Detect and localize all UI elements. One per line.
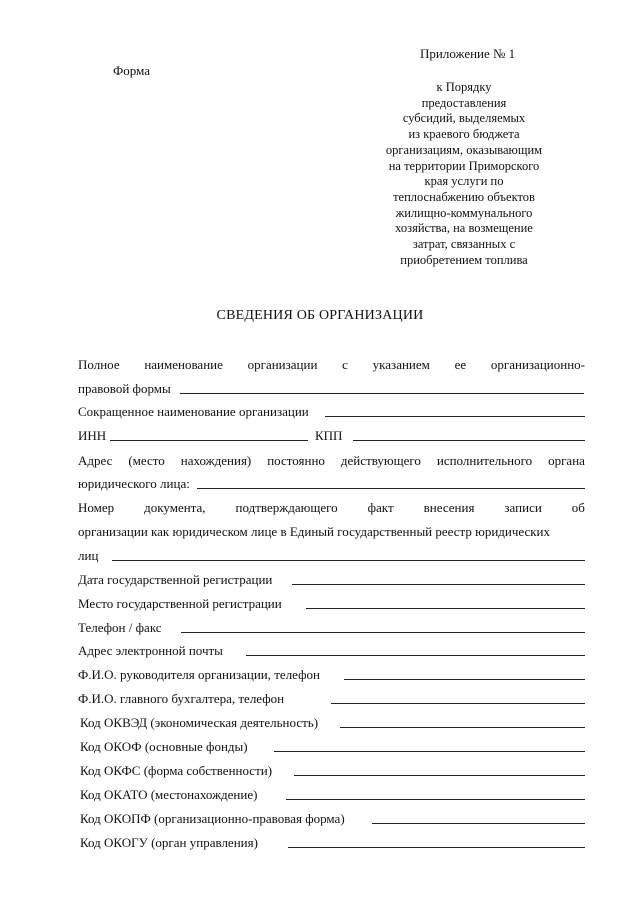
label-word: постоянно: [267, 453, 325, 468]
appendix-line: жилищно-коммунального: [395, 205, 533, 220]
label-word: Полное: [78, 357, 120, 372]
label-word: документа,: [144, 500, 206, 515]
doc-label-line2: организации как юридическом лице в Единый государственный реестр юридических: [78, 524, 551, 539]
full-name-input-line[interactable]: [180, 393, 584, 394]
appendix-title: Приложение № 1: [420, 46, 516, 61]
label-word: исполнительного: [436, 453, 533, 468]
appendix-line: затрат, связанных с: [412, 237, 516, 252]
label-word: органа: [548, 453, 585, 468]
label-word: об: [571, 500, 585, 515]
accountant-input-line[interactable]: [331, 703, 585, 704]
okato-label: Код ОКАТО (местонахождение): [80, 787, 258, 802]
form-label: Форма: [113, 63, 150, 78]
phone-fax-input-line[interactable]: [181, 632, 585, 633]
appendix-line: края услуги по: [424, 174, 504, 189]
label-word: наименование: [144, 357, 223, 372]
accountant-label: Ф.И.О. главного бухгалтера, телефон: [78, 691, 285, 706]
label-word: нахождения): [180, 453, 252, 468]
appendix-description: [350, 80, 578, 268]
okof-input-line[interactable]: [274, 751, 585, 752]
appendix-line: предоставления: [421, 95, 507, 110]
okfs-label: Код ОКФС (форма собственности): [80, 763, 273, 778]
appendix-line: из краевого бюджета: [408, 127, 520, 142]
label-word: с: [342, 357, 348, 372]
label-word: записи: [504, 500, 542, 515]
head-name-input-line[interactable]: [344, 679, 585, 680]
label-word: подтверждающего: [235, 500, 338, 515]
reg-date-input-line[interactable]: [292, 584, 585, 585]
okved-label: Код ОКВЭД (экономическая деятельность): [80, 715, 319, 730]
doc-label-line3: лиц: [78, 548, 99, 563]
okof-label: Код ОКОФ (основные фонды): [80, 739, 248, 754]
full-name-label-line1: [78, 357, 585, 373]
okato-input-line[interactable]: [286, 799, 585, 800]
okogu-label: Код ОКОГУ (орган управления): [80, 835, 258, 850]
inn-label: ИНН: [78, 428, 107, 443]
label-word: действующего: [340, 453, 421, 468]
appendix-line: к Порядку: [436, 80, 492, 94]
label-word: факт: [367, 500, 394, 515]
label-word: (место: [128, 453, 165, 468]
appendix-line: организациям, оказывающим: [385, 142, 543, 157]
head-name-label: Ф.И.О. руководителя организации, телефон: [78, 667, 320, 682]
short-name-label: Сокращенное наименование организации: [78, 404, 309, 419]
reg-place-input-line[interactable]: [306, 608, 585, 609]
inn-input-line[interactable]: [110, 440, 308, 441]
appendix-line: хозяйства, на возмещение: [395, 221, 533, 236]
reg-place-label: Место государственной регистрации: [78, 596, 282, 611]
label-word: организационно-: [490, 357, 585, 372]
okogu-input-line[interactable]: [288, 847, 585, 848]
document-title: СВЕДЕНИЯ ОБ ОРГАНИЗАЦИИ: [216, 308, 424, 323]
phone-fax-label: Телефон / факс: [78, 620, 162, 635]
appendix-line: теплоснабжению объектов: [393, 189, 535, 204]
kpp-label: КПП: [315, 428, 343, 443]
okved-input-line[interactable]: [340, 727, 585, 728]
label-word: Номер: [78, 500, 115, 515]
address-label-line2: юридического лица:: [78, 476, 190, 491]
appendix-line: на территории Приморского: [388, 158, 540, 173]
label-word: внесения: [423, 500, 475, 515]
email-input-line[interactable]: [246, 655, 585, 656]
doc-input-line[interactable]: [112, 560, 585, 561]
reg-date-label: Дата государственной регистрации: [78, 572, 273, 587]
okopf-label: Код ОКОПФ (организационно-правовая форма): [80, 811, 345, 826]
kpp-input-line[interactable]: [353, 440, 585, 441]
label-word: Адрес: [78, 453, 113, 468]
appendix-line: субсидий, выделяемых: [402, 111, 526, 126]
full-name-label-line2: правовой формы: [78, 381, 171, 396]
short-name-input-line[interactable]: [325, 416, 585, 417]
label-word: указанием: [372, 357, 430, 372]
label-word: ее: [454, 357, 467, 372]
label-word: организации: [247, 357, 318, 372]
okfs-input-line[interactable]: [294, 775, 585, 776]
email-label: Адрес электронной почты: [78, 643, 223, 658]
doc-label-line1: [78, 500, 585, 516]
okopf-input-line[interactable]: [372, 823, 585, 824]
address-label-line1: [78, 453, 585, 469]
appendix-line: приобретением топлива: [400, 252, 528, 267]
address-input-line[interactable]: [197, 488, 585, 489]
